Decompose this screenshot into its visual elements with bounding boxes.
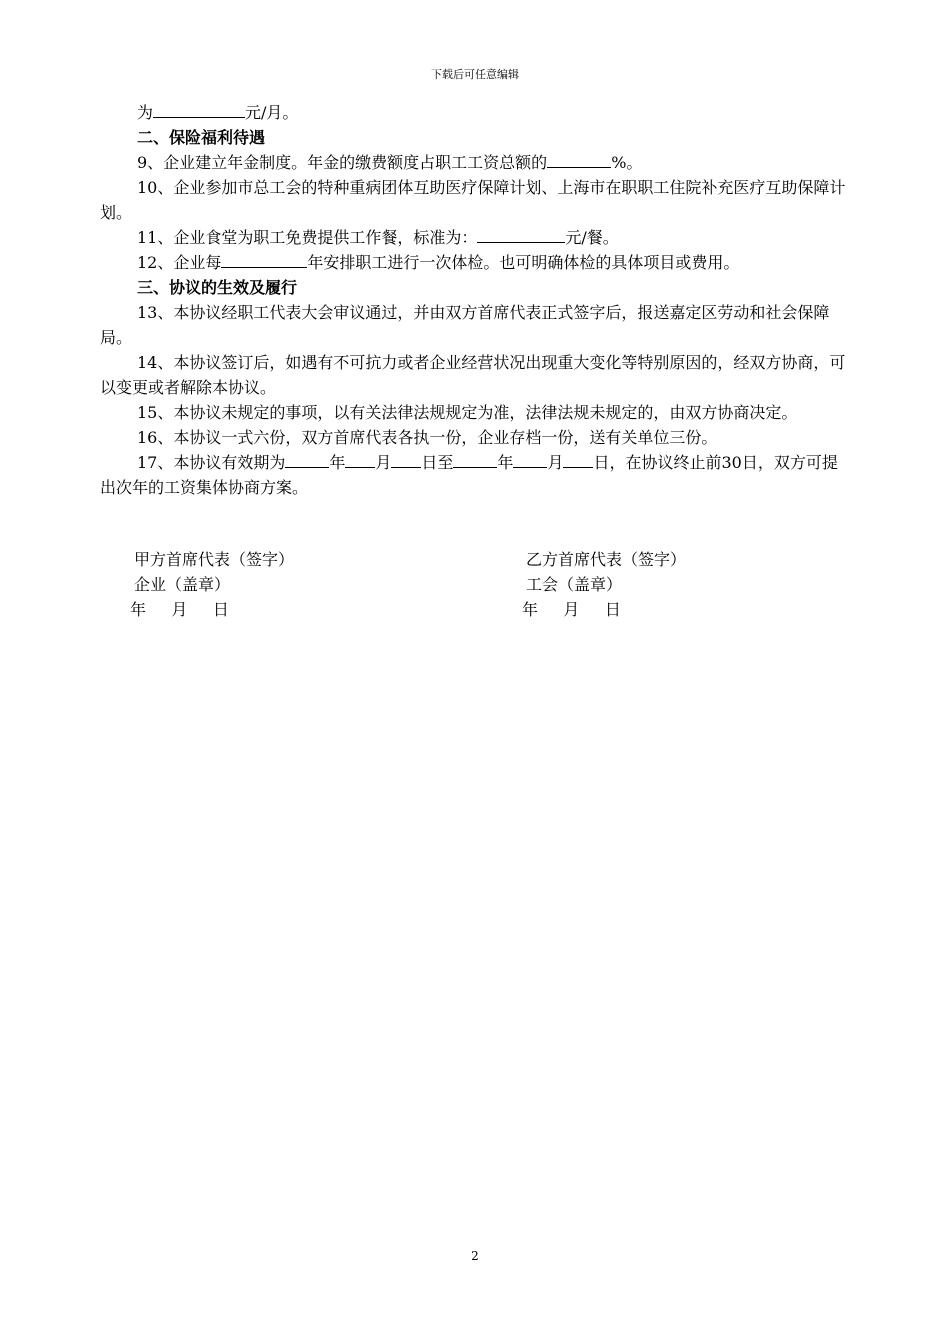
blank-field bbox=[285, 450, 329, 468]
blank-field bbox=[153, 100, 245, 118]
page-header: 下载后可任意编辑 bbox=[431, 68, 519, 81]
blank-field bbox=[345, 450, 375, 468]
text-fragment: 日，在协议终止前30日，双方可提出次年的工资集体协商方案。 bbox=[100, 453, 838, 497]
blank-field bbox=[453, 450, 497, 468]
party-a-seal-label: 企业（盖章） bbox=[134, 575, 231, 594]
section-heading-3: 三、协议的生效及履行 bbox=[137, 278, 298, 297]
party-a-date-label: 年 月 日 bbox=[130, 600, 229, 619]
section-heading-2: 二、保险福利待遇 bbox=[137, 128, 266, 147]
blank-field bbox=[513, 450, 547, 468]
party-a-rep-label: 甲方首席代表（签字） bbox=[134, 550, 295, 569]
blank-field bbox=[221, 250, 307, 268]
blank-field bbox=[547, 150, 611, 168]
party-b-seal-label: 工会（盖章） bbox=[526, 575, 623, 594]
text-fragment: 年 bbox=[329, 453, 346, 472]
text-fragment: 9、企业建立年金制度。年金的缴费额度占职工工资总额的 bbox=[137, 153, 548, 172]
clause-14: 14、本协议签订后，如遇有不可抗力或者企业经营状况出现重大变化等特别原因的，经双方协商，可以变更或者解除本协议。 bbox=[100, 353, 846, 397]
clause-17 bbox=[100, 450, 852, 500]
party-b-rep-label: 乙方首席代表（签字） bbox=[526, 550, 687, 569]
party-b-date-label: 年 月 日 bbox=[522, 600, 621, 619]
party-b-signature-block bbox=[522, 547, 687, 622]
clause-9 bbox=[100, 150, 852, 175]
text-fragment: 年安排职工进行一次体检。也可明确体检的具体项目或费用。 bbox=[307, 253, 740, 272]
clause-16: 16、本协议一式六份，双方首席代表各执一份，企业存档一份，送有关单位三份。 bbox=[137, 428, 718, 447]
salary-line bbox=[100, 100, 852, 125]
text-fragment: 月 bbox=[547, 453, 564, 472]
text-fragment: 元/餐。 bbox=[565, 228, 619, 247]
text-fragment: %。 bbox=[611, 153, 643, 172]
clause-11 bbox=[100, 225, 852, 250]
text-fragment: 月 bbox=[375, 453, 392, 472]
blank-field bbox=[563, 450, 593, 468]
text-fragment: 日至 bbox=[421, 453, 454, 472]
clause-10: 10、企业参加市总工会的特种重病团体互助医疗保障计划、上海市在职职工住院补充医疗互助保障计划。 bbox=[100, 178, 846, 222]
page-number: 2 bbox=[471, 1249, 479, 1263]
text-fragment: 年 bbox=[497, 453, 514, 472]
text-fragment: 17、本协议有效期为 bbox=[137, 453, 286, 472]
text-fragment: 为 bbox=[137, 103, 154, 122]
text-fragment: 12、企业每 bbox=[137, 253, 222, 272]
clause-13: 13、本协议经职工代表大会审议通过，并由双方首席代表正式签字后，报送嘉定区劳动和社会保障局。 bbox=[100, 303, 830, 347]
text-fragment: 元/月。 bbox=[245, 103, 299, 122]
text-fragment: 11、企业食堂为职工免费提供工作餐，标准为： bbox=[137, 228, 478, 247]
clause-15: 15、本协议未规定的事项，以有关法律法规规定为准，法律法规未规定的，由双方协商决定。 bbox=[137, 403, 798, 422]
party-a-signature-block bbox=[130, 547, 295, 622]
document-body bbox=[100, 100, 852, 500]
blank-field bbox=[477, 225, 565, 243]
clause-12 bbox=[100, 250, 852, 275]
blank-field bbox=[391, 450, 421, 468]
